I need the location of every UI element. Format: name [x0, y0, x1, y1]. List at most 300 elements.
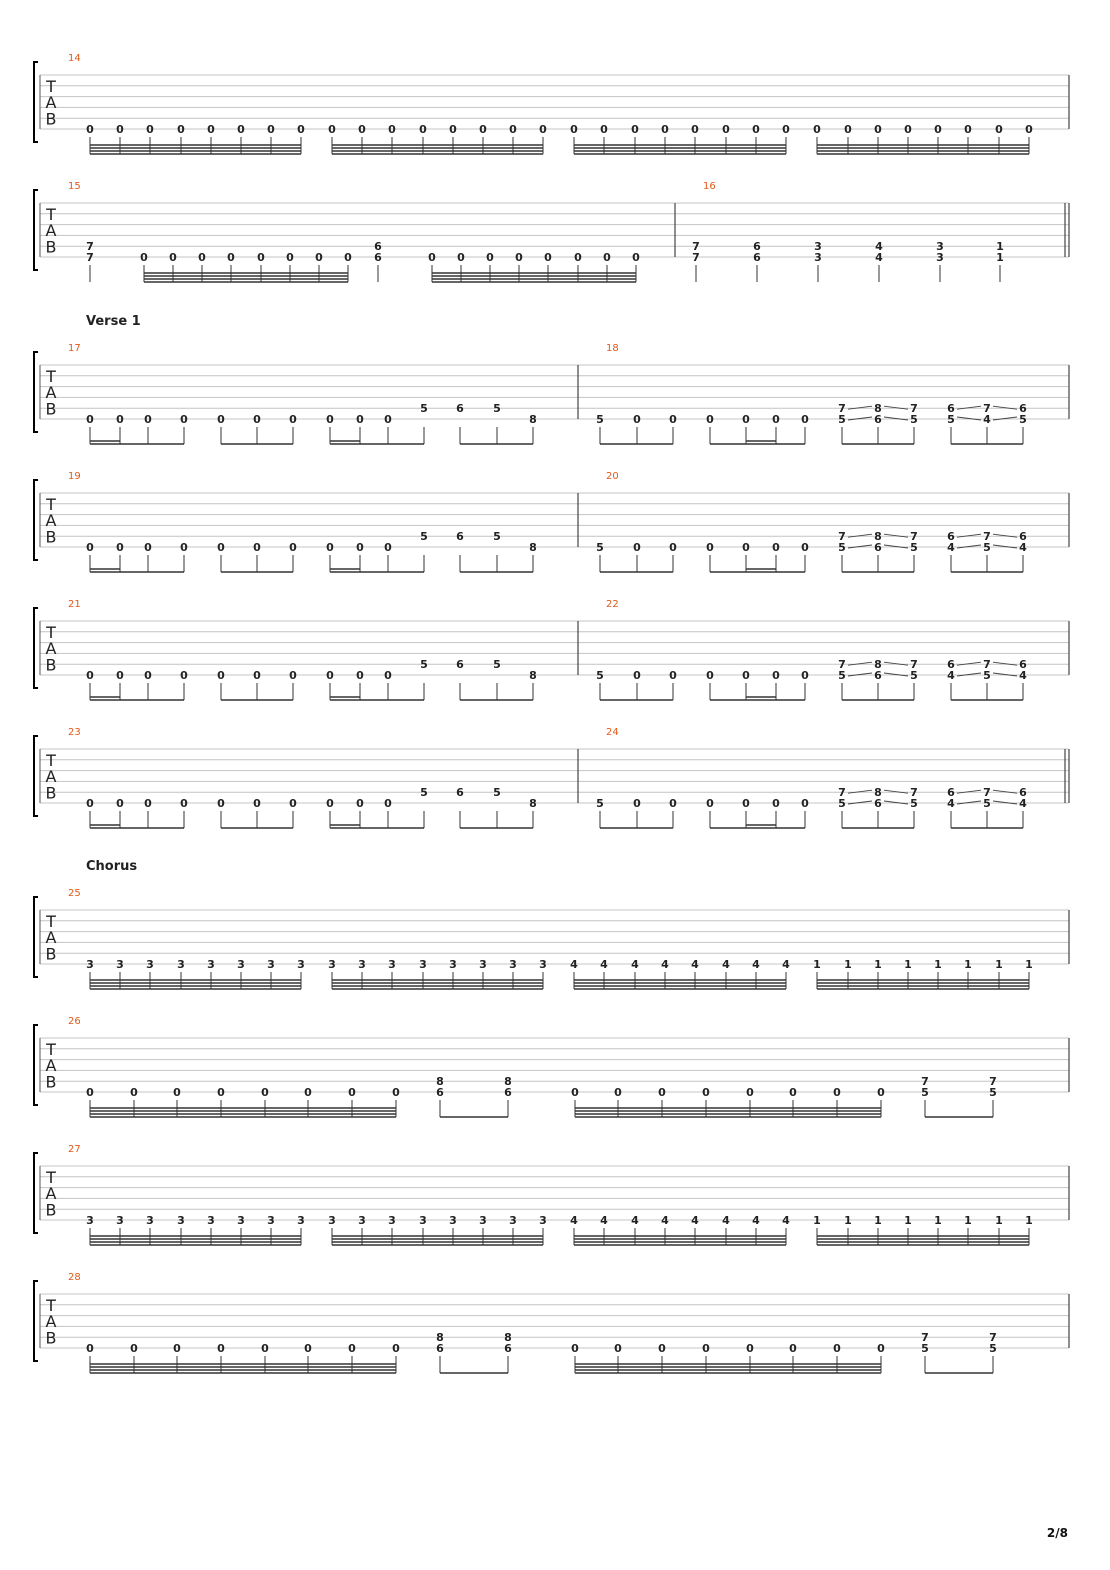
fret-number: 4	[752, 1214, 760, 1227]
fret-number: 4	[600, 958, 608, 971]
tab-clef-a: A	[45, 1184, 57, 1204]
fret-number: 3	[328, 1214, 336, 1227]
fret-number: 5	[947, 413, 955, 426]
fret-number: 4	[631, 958, 639, 971]
measure-number: 14	[68, 53, 81, 64]
fret-number: 0	[344, 251, 352, 264]
fret-number: 3	[207, 1214, 215, 1227]
fret-number: 0	[428, 251, 436, 264]
fret-number: 5	[921, 1086, 929, 1099]
fret-number: 0	[801, 797, 809, 810]
fret-number: 0	[173, 1086, 181, 1099]
fret-number: 0	[253, 541, 261, 554]
fret-number: 7	[983, 530, 991, 544]
fret-number: 5	[420, 530, 428, 544]
fret-number: 1	[934, 958, 942, 971]
fret-number: 0	[180, 669, 188, 682]
fret-number: 0	[789, 1086, 797, 1099]
measure-number: 16	[703, 181, 716, 192]
fret-number: 0	[633, 541, 641, 554]
fret-number: 0	[722, 123, 730, 136]
fret-number: 0	[571, 1342, 579, 1355]
fret-number: 0	[746, 1086, 754, 1099]
tab-clef-b: B	[45, 109, 57, 129]
fret-number: 0	[574, 251, 582, 264]
fret-number: 5	[921, 1342, 929, 1355]
fret-number: 7	[86, 251, 94, 264]
fret-number: 8	[436, 1331, 444, 1345]
fret-number: 0	[479, 123, 487, 136]
fret-number: 1	[844, 958, 852, 971]
fret-number: 0	[384, 541, 392, 554]
fret-number: 0	[669, 541, 677, 554]
fret-number: 5	[910, 797, 918, 810]
fret-number: 0	[257, 251, 265, 264]
system-bracket	[34, 480, 38, 560]
fret-number: 3	[207, 958, 215, 971]
fret-number: 0	[253, 413, 261, 426]
fret-number: 0	[964, 123, 972, 136]
fret-number: 6	[436, 1086, 444, 1099]
fret-number: 0	[315, 251, 323, 264]
fret-number: 1	[874, 958, 882, 971]
fret-number: 0	[571, 1086, 579, 1099]
fret-number: 0	[253, 669, 261, 682]
fret-number: 0	[217, 413, 225, 426]
fret-number: 0	[140, 251, 148, 264]
fret-number: 0	[356, 669, 364, 682]
fret-number: 0	[772, 413, 780, 426]
measure-number: 19	[68, 471, 81, 482]
measure-number: 15	[68, 181, 81, 192]
system-bracket	[34, 352, 38, 432]
fret-number: 3	[116, 1214, 124, 1227]
fret-number: 0	[392, 1342, 400, 1355]
fret-number: 5	[596, 797, 604, 810]
fret-number: 5	[838, 669, 846, 682]
fret-number: 6	[436, 1342, 444, 1355]
fret-number: 5	[596, 541, 604, 554]
fret-number: 0	[180, 413, 188, 426]
tab-clef-t: T	[46, 76, 56, 96]
fret-number: 0	[801, 541, 809, 554]
fret-number: 0	[146, 123, 154, 136]
section-label: Verse 1	[86, 314, 141, 329]
system-bracket	[34, 190, 38, 270]
fret-number: 0	[144, 413, 152, 426]
fret-number: 0	[904, 123, 912, 136]
measure-number: 17	[68, 343, 81, 354]
fret-number: 0	[326, 413, 334, 426]
fret-number: 0	[297, 123, 305, 136]
fret-number: 0	[328, 123, 336, 136]
fret-number: 0	[877, 1086, 885, 1099]
fret-number: 8	[504, 1075, 512, 1089]
fret-number: 6	[456, 530, 464, 544]
tab-clef-a: A	[45, 93, 57, 113]
fret-number: 0	[261, 1342, 269, 1355]
fret-number: 1	[813, 1214, 821, 1227]
fret-number: 0	[544, 251, 552, 264]
tab-clef-a: A	[45, 928, 57, 948]
tab-clef-a: A	[45, 1056, 57, 1076]
fret-number: 0	[772, 541, 780, 554]
tab-clef-b: B	[45, 1072, 57, 1092]
fret-number: 8	[529, 413, 537, 426]
fret-number: 0	[661, 123, 669, 136]
fret-number: 3	[267, 958, 275, 971]
fret-number: 6	[456, 786, 464, 800]
fret-number: 0	[86, 1086, 94, 1099]
fret-number: 0	[348, 1342, 356, 1355]
fret-number: 5	[1019, 413, 1027, 426]
fret-number: 3	[936, 240, 944, 254]
fret-number: 0	[706, 541, 714, 554]
fret-number: 6	[753, 251, 761, 264]
fret-number: 7	[838, 786, 846, 800]
tab-clef-b: B	[45, 783, 57, 803]
fret-number: 0	[658, 1086, 666, 1099]
fret-number: 0	[633, 413, 641, 426]
fret-number: 3	[449, 1214, 457, 1227]
tab-clef-t: T	[46, 1039, 56, 1059]
fret-number: 0	[217, 1086, 225, 1099]
tab-clef-b: B	[45, 1200, 57, 1220]
fret-number: 5	[983, 541, 991, 554]
fret-number: 7	[910, 530, 918, 544]
fret-number: 0	[539, 123, 547, 136]
fret-number: 3	[86, 1214, 94, 1227]
fret-number: 6	[456, 658, 464, 672]
fret-number: 0	[669, 413, 677, 426]
tab-clef-b: B	[45, 399, 57, 419]
fret-number: 0	[289, 797, 297, 810]
fret-number: 0	[207, 123, 215, 136]
tab-clef-t: T	[46, 494, 56, 514]
fret-number: 0	[237, 123, 245, 136]
fret-number: 0	[633, 669, 641, 682]
fret-number: 4	[570, 1214, 578, 1227]
fret-number: 0	[173, 1342, 181, 1355]
fret-number: 0	[600, 123, 608, 136]
fret-number: 0	[877, 1342, 885, 1355]
fret-number: 7	[910, 402, 918, 416]
fret-number: 3	[146, 1214, 154, 1227]
fret-number: 0	[267, 123, 275, 136]
fret-number: 3	[539, 1214, 547, 1227]
fret-number: 6	[1019, 402, 1027, 416]
fret-number: 6	[947, 402, 955, 416]
fret-number: 0	[289, 669, 297, 682]
fret-number: 1	[874, 1214, 882, 1227]
fret-number: 0	[326, 797, 334, 810]
tab-clef-a: A	[45, 511, 57, 531]
fret-number: 0	[358, 123, 366, 136]
fret-number: 4	[661, 958, 669, 971]
fret-number: 3	[449, 958, 457, 971]
fret-number: 0	[86, 123, 94, 136]
fret-number: 4	[752, 958, 760, 971]
fret-number: 0	[86, 797, 94, 810]
fret-number: 8	[529, 669, 537, 682]
fret-number: 3	[328, 958, 336, 971]
fret-number: 6	[874, 797, 882, 810]
fret-number: 6	[753, 240, 761, 254]
fret-number: 5	[420, 658, 428, 672]
fret-number: 3	[419, 958, 427, 971]
fret-number: 1	[904, 1214, 912, 1227]
fret-number: 0	[116, 541, 124, 554]
fret-number: 5	[596, 413, 604, 426]
fret-number: 3	[177, 958, 185, 971]
fret-number: 3	[814, 240, 822, 254]
fret-number: 0	[633, 797, 641, 810]
fret-number: 0	[356, 797, 364, 810]
fret-number: 0	[253, 797, 261, 810]
tab-clef-a: A	[45, 1312, 57, 1332]
fret-number: 4	[691, 1214, 699, 1227]
fret-number: 5	[983, 797, 991, 810]
tab-clef-a: A	[45, 383, 57, 403]
fret-number: 5	[420, 402, 428, 416]
fret-number: 3	[479, 958, 487, 971]
fret-number: 7	[910, 658, 918, 672]
fret-number: 7	[983, 658, 991, 672]
fret-number: 8	[874, 402, 882, 416]
fret-number: 7	[838, 530, 846, 544]
fret-number: 5	[983, 669, 991, 682]
fret-number: 4	[691, 958, 699, 971]
measure-number: 25	[68, 888, 81, 899]
fret-number: 8	[529, 797, 537, 810]
tab-clef-a: A	[45, 767, 57, 787]
fret-number: 0	[509, 123, 517, 136]
fret-number: 5	[493, 786, 501, 800]
fret-number: 0	[388, 123, 396, 136]
fret-number: 7	[921, 1331, 929, 1345]
fret-number: 3	[479, 1214, 487, 1227]
fret-number: 5	[838, 797, 846, 810]
fret-number: 0	[746, 1342, 754, 1355]
fret-number: 0	[449, 123, 457, 136]
fret-number: 6	[947, 530, 955, 544]
fret-number: 0	[419, 123, 427, 136]
fret-number: 0	[217, 669, 225, 682]
fret-number: 1	[996, 240, 1004, 254]
fret-number: 0	[995, 123, 1003, 136]
tab-clef-t: T	[46, 622, 56, 642]
fret-number: 0	[144, 797, 152, 810]
fret-number: 3	[237, 1214, 245, 1227]
fret-number: 0	[86, 669, 94, 682]
fret-number: 5	[989, 1086, 997, 1099]
fret-number: 3	[509, 958, 517, 971]
fret-number: 0	[144, 541, 152, 554]
fret-number: 0	[392, 1086, 400, 1099]
measure-number: 27	[68, 1144, 81, 1155]
fret-number: 6	[456, 402, 464, 416]
fret-number: 0	[691, 123, 699, 136]
tab-clef-b: B	[45, 237, 57, 257]
system-bracket	[34, 1025, 38, 1105]
fret-number: 3	[116, 958, 124, 971]
fret-number: 4	[600, 1214, 608, 1227]
fret-number: 6	[947, 658, 955, 672]
fret-number: 7	[989, 1075, 997, 1089]
fret-number: 0	[326, 669, 334, 682]
fret-number: 0	[217, 1342, 225, 1355]
fret-number: 0	[752, 123, 760, 136]
fret-number: 0	[874, 123, 882, 136]
fret-number: 8	[874, 786, 882, 800]
measure-number: 18	[606, 343, 619, 354]
fret-number: 7	[983, 786, 991, 800]
fret-number: 3	[539, 958, 547, 971]
fret-number: 3	[936, 251, 944, 264]
fret-number: 0	[614, 1086, 622, 1099]
measure-number: 24	[606, 727, 619, 738]
page-number: 2/8	[1046, 1526, 1068, 1540]
fret-number: 8	[529, 541, 537, 554]
fret-number: 4	[1019, 541, 1027, 554]
fret-number: 0	[304, 1086, 312, 1099]
fret-number: 0	[116, 413, 124, 426]
fret-number: 5	[989, 1342, 997, 1355]
section-label: Chorus	[86, 859, 138, 874]
fret-number: 4	[631, 1214, 639, 1227]
tab-clef-t: T	[46, 1295, 56, 1315]
fret-number: 4	[722, 958, 730, 971]
fret-number: 7	[86, 240, 94, 254]
fret-number: 6	[947, 786, 955, 800]
fret-number: 7	[692, 251, 700, 264]
fret-number: 5	[493, 658, 501, 672]
fret-number: 0	[326, 541, 334, 554]
fret-number: 3	[297, 1214, 305, 1227]
fret-number: 1	[813, 958, 821, 971]
fret-number: 6	[874, 413, 882, 426]
fret-number: 0	[356, 413, 364, 426]
fret-number: 5	[493, 530, 501, 544]
fret-number: 0	[702, 1086, 710, 1099]
fret-number: 0	[570, 123, 578, 136]
fret-number: 0	[130, 1086, 138, 1099]
fret-number: 6	[1019, 658, 1027, 672]
fret-number: 1	[844, 1214, 852, 1227]
fret-number: 0	[289, 413, 297, 426]
fret-number: 0	[198, 251, 206, 264]
fret-number: 0	[742, 413, 750, 426]
fret-number: 7	[983, 402, 991, 416]
tab-clef-b: B	[45, 1328, 57, 1348]
tab-clef-t: T	[46, 204, 56, 224]
fret-number: 5	[910, 413, 918, 426]
fret-number: 4	[947, 541, 955, 554]
system-bracket	[34, 736, 38, 816]
fret-number: 0	[180, 797, 188, 810]
fret-number: 0	[169, 251, 177, 264]
fret-number: 4	[661, 1214, 669, 1227]
fret-number: 0	[801, 413, 809, 426]
fret-number: 0	[177, 123, 185, 136]
fret-number: 3	[388, 1214, 396, 1227]
fret-number: 3	[267, 1214, 275, 1227]
measure-number: 21	[68, 599, 81, 610]
fret-number: 5	[910, 541, 918, 554]
fret-number: 0	[384, 797, 392, 810]
fret-number: 4	[782, 958, 790, 971]
fret-number: 0	[384, 413, 392, 426]
fret-number: 4	[1019, 797, 1027, 810]
fret-number: 3	[509, 1214, 517, 1227]
fret-number: 0	[706, 413, 714, 426]
fret-number: 0	[658, 1342, 666, 1355]
fret-number: 7	[910, 786, 918, 800]
fret-number: 6	[504, 1086, 512, 1099]
fret-number: 8	[874, 530, 882, 544]
fret-number: 3	[388, 958, 396, 971]
fret-number: 0	[742, 669, 750, 682]
fret-number: 0	[515, 251, 523, 264]
system-bracket	[34, 1281, 38, 1361]
fret-number: 7	[838, 658, 846, 672]
tab-clef-a: A	[45, 639, 57, 659]
fret-number: 4	[570, 958, 578, 971]
fret-number: 0	[706, 669, 714, 682]
fret-number: 4	[947, 797, 955, 810]
fret-number: 0	[304, 1342, 312, 1355]
fret-number: 1	[1025, 1214, 1033, 1227]
fret-number: 0	[289, 541, 297, 554]
fret-number: 0	[702, 1342, 710, 1355]
system-bracket	[34, 62, 38, 142]
fret-number: 0	[833, 1342, 841, 1355]
system-bracket	[34, 608, 38, 688]
fret-number: 0	[116, 123, 124, 136]
fret-number: 0	[813, 123, 821, 136]
fret-number: 0	[742, 797, 750, 810]
fret-number: 4	[875, 240, 883, 254]
fret-number: 0	[772, 797, 780, 810]
fret-number: 1	[995, 1214, 1003, 1227]
fret-number: 7	[921, 1075, 929, 1089]
fret-number: 3	[358, 958, 366, 971]
fret-number: 8	[504, 1331, 512, 1345]
tab-clef-t: T	[46, 366, 56, 386]
fret-number: 0	[772, 669, 780, 682]
fret-number: 0	[261, 1086, 269, 1099]
fret-number: 7	[989, 1331, 997, 1345]
fret-number: 0	[86, 541, 94, 554]
measure-number: 23	[68, 727, 81, 738]
fret-number: 1	[964, 1214, 972, 1227]
fret-number: 4	[1019, 669, 1027, 682]
fret-number: 0	[348, 1086, 356, 1099]
fret-number: 0	[457, 251, 465, 264]
fret-number: 0	[833, 1086, 841, 1099]
fret-number: 0	[356, 541, 364, 554]
fret-number: 0	[86, 1342, 94, 1355]
fret-number: 3	[237, 958, 245, 971]
fret-number: 0	[217, 541, 225, 554]
fret-number: 1	[996, 251, 1004, 264]
fret-number: 4	[947, 669, 955, 682]
fret-number: 3	[419, 1214, 427, 1227]
fret-number: 3	[146, 958, 154, 971]
fret-number: 8	[436, 1075, 444, 1089]
fret-number: 6	[374, 251, 382, 264]
fret-number: 7	[692, 240, 700, 254]
